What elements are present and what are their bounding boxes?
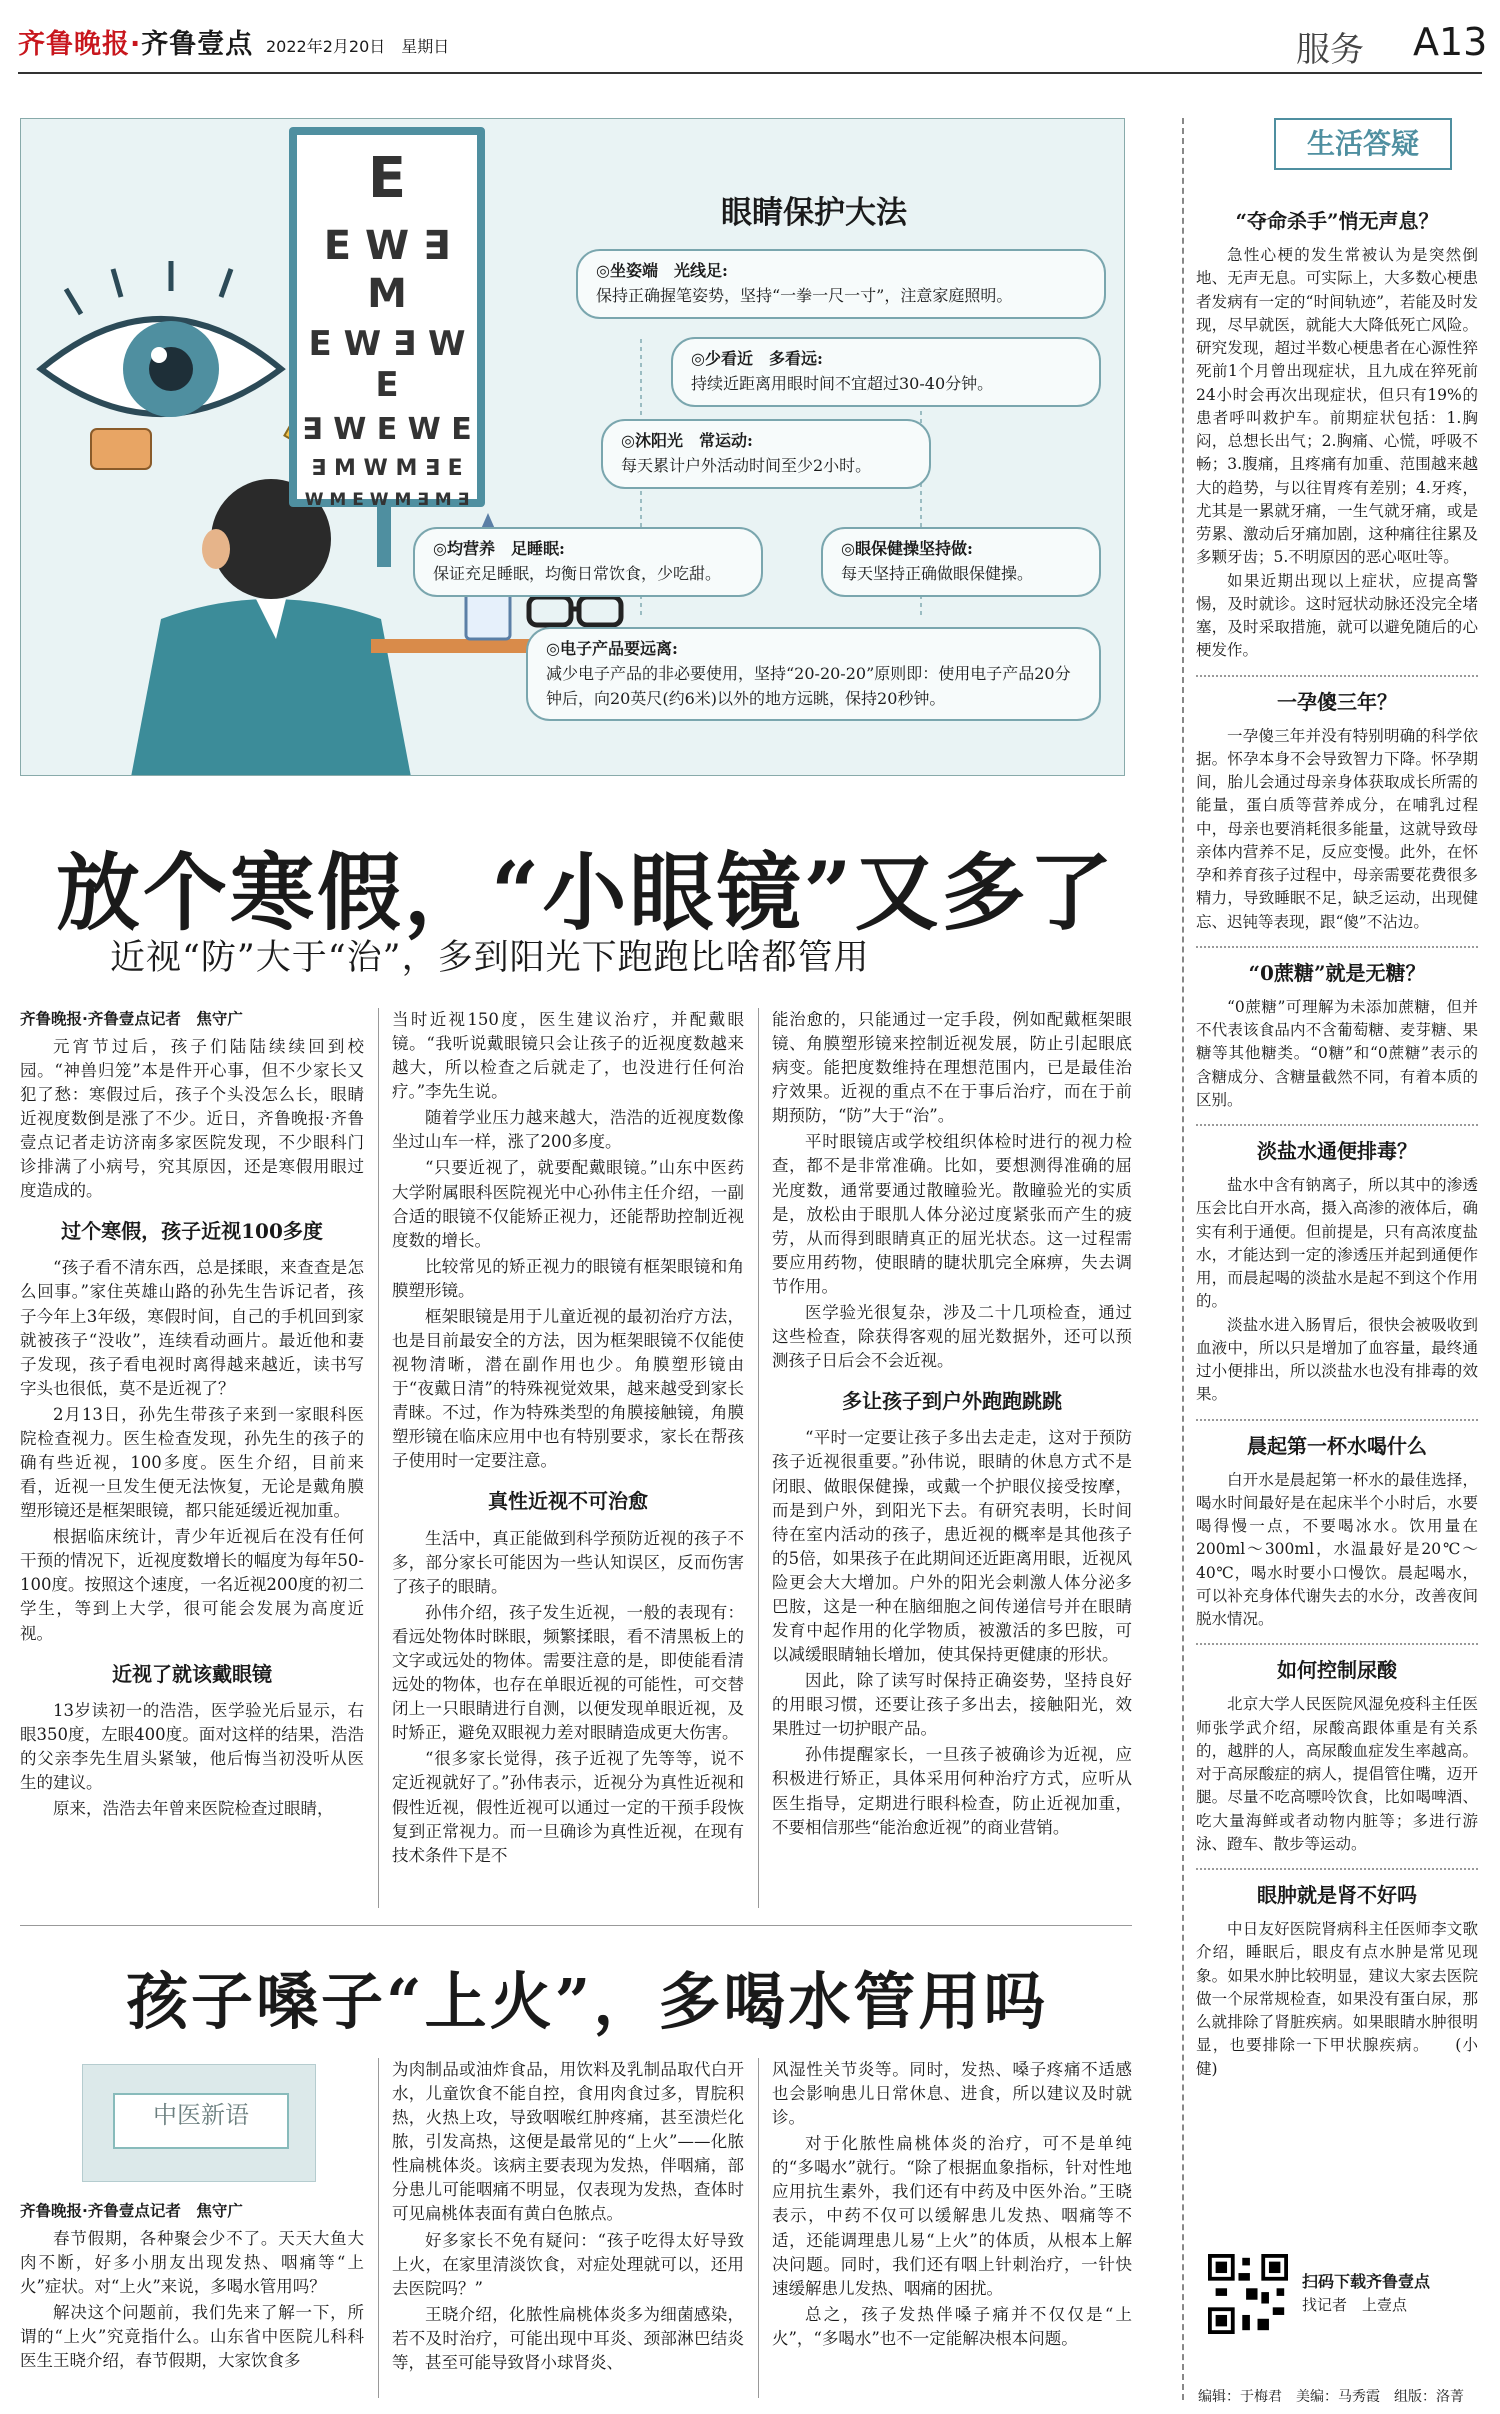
- section-divider: [20, 1925, 1132, 1926]
- sidebar-divider: [1196, 1868, 1478, 1870]
- section-heading: 真性近视不可治愈: [488, 1489, 648, 1514]
- sidebar-item-title: 淡盐水通便排毒？: [1257, 1139, 1417, 1163]
- tip-nutrition: [413, 527, 763, 597]
- paragraph: 好多家长不免有疑问：“孩子吃得太好导致上火，在家里清淡饮食，对症处理就可以，还用去医院吗？”: [392, 2230, 744, 2298]
- tip-text: 保证充足睡眠，均衡日常饮食，少吃甜。: [433, 563, 722, 583]
- paragraph: 原来，浩浩去年曾来医院检查过眼睛，: [53, 1799, 334, 1819]
- sidebar-paragraph: 白开水是晨起第一杯水的最佳选择，喝水时间最好是在起床半个小时后，水要喝得慢一点，不要喝冰水。饮用量在200ml～300ml，水温最好是20℃～40℃，喝水时要小口慢饮。晨起喝水，可以补充身体代谢失去的水分，改善夜间脱水情况。: [1196, 1470, 1478, 1628]
- tip-heading: ◎均营养 足睡眠:: [433, 539, 565, 558]
- sidebar-paragraph: 盐水中含有钠离子，所以其中的渗透压会比白开水高，摄入高渗的液体后，确实有利于通便。但前提是，只有高浓度盐水，才能达到一定的渗透压并起到通便作用，而晨起喝的淡盐水是起不到这个作用的。: [1196, 1176, 1478, 1311]
- eye-chart-row: E W ∃ W E: [308, 324, 466, 405]
- qa-sidebar: [1182, 118, 1482, 2400]
- sidebar-paragraph: 如果近期出现以上症状，应提高警惕，及时就诊。这时冠状动脉还没完全堵塞，及时采取措施，就可以避免随后的心梗发作。: [1196, 571, 1478, 660]
- paragraph: 解决这个问题前，我们先来了解一下，所谓的“上火”究竟指什么。山东省中医院儿科科医生王晓介绍，春节假期，大家饮食多: [20, 2302, 364, 2371]
- eye-chart-row: ∃ M W M ∃ E: [311, 455, 463, 481]
- paragraph: 元宵节过后，孩子们陆陆续续回到校园。“神兽归笼”本是件开心事，但不少家长又犯了愁：寒假过后，孩子个头没怎么长，眼睛近视度数倒是涨了不少。近日，齐鲁晚报·齐鲁壹点记者走访济南多家医院发现，不少眼科门诊排满了小病号，究其原因，还是寒假用眼过度造成的。: [20, 1036, 364, 1201]
- sidebar-items: [1196, 196, 1478, 2081]
- tip-posture: [576, 249, 1106, 319]
- sidebar-item-title: 晨起第一杯水喝什么: [1247, 1433, 1427, 1458]
- logo-separator: ·: [130, 29, 142, 60]
- article1-subhead: 近视“防”大于“治”，多到阳光下跑跑比啥都管用: [110, 938, 870, 978]
- paragraph: 王晓介绍，化脓性扁桃体炎多为细菌感染，若不及时治疗，可能出现中耳炎、颈部淋巴结炎等，甚至可能导致肾小球肾炎、: [392, 2304, 744, 2372]
- qr-caption-sub: 找记者 上壹点: [1302, 2296, 1408, 2314]
- tip-eye-exercise: [821, 527, 1101, 597]
- sidebar-paragraph: 淡盐水进入肠胃后，很快会被吸收到血液中，所以只是增加了血容量，最终通过小便排出，所以淡盐水也没有排毒的效果。: [1196, 1315, 1478, 1404]
- paragraph: 随着学业压力越来越大，浩浩的近视度数像坐过山车一样，涨了200多度。: [392, 1108, 744, 1152]
- paragraph: 总之，孩子发热伴嗓子痛并不仅仅是“上火”，“多喝水”也不一定能解决根本问题。: [772, 2304, 1132, 2348]
- tip-distance: [671, 337, 1101, 407]
- sidebar-item-title: “夺命杀手”悄无声息？: [1235, 209, 1439, 233]
- tip-text: 减少电子产品的非必要使用，坚持“20-20-20”原则即：使用电子产品20分钟后，向20英尺(约6米)以外的地方远眺，保持20秒钟。: [546, 663, 1071, 708]
- article2-column-1: [20, 2200, 364, 2375]
- paragraph: 风湿性关节炎等。同时，发热、嗓子疼痛不适感也会影响患儿日常休息、进食，所以建议及时就诊。: [772, 2060, 1132, 2128]
- tip-heading: ◎电子产品要远离:: [546, 639, 678, 658]
- paragraph: 孙伟介绍，孩子发生近视，一般的表现有：看远处物体时眯眼，频繁揉眼，看不清黑板上的文字或远处的物体。需要注意的是，即使能看清远处的物体，也存在单眼近视的可能性，可交替闭上一只眼睛进行自测，以便发现单眼近视，及时矫正，避免双眼视力差对眼睛造成更大伤害。: [392, 1602, 744, 1743]
- logo-qilu-yidian: 齐鲁壹点: [141, 29, 254, 60]
- paragraph: 平时眼镜店或学校组织体检时进行的视力检查，都不是非常准确。比如，要想测得准确的屈光度数，通常要通过散瞳验光。散瞳验光的实质是，放松由于眼肌人体分泌过度紧张而产生的疲劳，从而得到眼睛真正的屈光状态。这一过程需要应用药物，使眼睛的睫状肌完全麻痹，失去调节作用。: [772, 1132, 1132, 1296]
- sidebar-paragraph: 北京大学人民医院风湿免疫科主任医师张学武介绍，尿酸高跟体重是有关系的，越胖的人，高尿酸血症发生率越高。对于高尿酸症的病人，提倡管住嘴，迈开腿。尽量不吃高嘌呤饮食，比如喝啤酒、吃大量海鲜或者动物内脏等；多进行游泳、蹬车、散步等运动。: [1196, 1695, 1478, 1853]
- page-number: A13: [1413, 20, 1488, 64]
- sidebar-divider: [1196, 1124, 1478, 1126]
- logo-qilu-evening-news: 齐鲁晚报: [18, 29, 130, 60]
- masthead-rule: [18, 72, 1482, 74]
- paragraph: 对于化脓性扁桃体炎的治疗，可不是单纯的“多喝水”就行。“除了根据血象指标，针对性地应用抗生素外，我们还有中药及中医外治。”王晓表示，中药不仅可以缓解患儿发热、咽痛等不适，还能调理患儿易“上火”的体质，从根本上解决问题。同时，我们还有咽上针刺治疗，一针快速缓解患儿发热、咽痛的困扰。: [772, 2134, 1132, 2298]
- paragraph: 为肉制品或油炸食品，用饮料及乳制品取代白开水，儿童饮食不能自控，食用肉食过多，胃脘积热，火热上攻，导致咽喉红肿疼痛，甚至溃烂化脓，引发高热，这便是最常见的“上火”——化脓性扁桃体炎。该病主要表现为发热，伴咽痛，部分患儿可能咽痛不明显，仅表现为发热，查体时可见扁桃体表面有黄白色脓点。: [392, 2060, 744, 2224]
- paragraph: “很多家长觉得，孩子近视了先等等，说不定近视就好了。”孙伟表示，近视分为真性近视和假性近视，假性近视可以通过一定的干预手段恢复到正常视力。而一旦确诊为真性近视，在现有技术条件下是不: [392, 1749, 744, 1865]
- paragraph: 孙伟提醒家长，一旦孩子被确诊为近视，应积极进行矫正，具体采用何种治疗方式，应听从医生指导，定期进行眼科检查，防止近视加重，不要相信那些“能治愈近视”的商业营销。: [772, 1745, 1132, 1837]
- tip-text: 保持正确握笔姿势，坚持“一拳一尺一寸”，注意家庭照明。: [596, 285, 1013, 305]
- paragraph: 比较常见的矫正视力的眼镜有框架眼镜和角膜塑形镜。: [392, 1256, 744, 1300]
- paragraph: 春节假期，各种聚会少不了。天天大鱼大肉不断，好多小朋友出现发热、咽痛等“上火”症状。对“上火”来说，多喝水管用吗？: [20, 2228, 364, 2296]
- eye-chart-row: E: [367, 146, 407, 211]
- paragraph: 2月13日，孙先生带孩子来到一家眼科医院检查视力。医生检查发现，孙先生的孩子的确有些近视，100多度。医生介绍，目前来看，近视一旦发生便无法恢复，无论是戴角膜塑形镜还是框架眼镜，都只能延缓近视加重。: [20, 1404, 364, 1521]
- glasses-icon: [529, 597, 571, 625]
- column-divider: [758, 1008, 759, 1908]
- tip-text: 持续近距离用眼时间不宜超过30-40分钟。: [691, 373, 994, 393]
- paragraph: 13岁读初一的浩浩，医学验光后显示，右眼350度，左眼400度。面对这样的结果，浩浩的父亲李先生眉头紧皱，他后悔当初没听从医生的建议。: [20, 1700, 364, 1793]
- tip-heading: ◎眼保健操坚持做:: [841, 539, 973, 558]
- eye-chart-row: W M E W M ∃ M ∃: [304, 490, 470, 511]
- column-divider: [758, 2058, 759, 2398]
- issue-date: 2022年2月20日 星期日: [266, 37, 450, 56]
- tip-text: 每天累计户外活动时间至少2小时。: [621, 455, 872, 475]
- article2-byline: 齐鲁晚报·齐鲁壹点记者 焦守广: [20, 2202, 243, 2220]
- tip-heading: ◎沐阳光 常运动:: [621, 431, 753, 450]
- article1-column-3: [772, 1008, 1132, 1842]
- sidebar-paragraph: 急性心梗的发生常被认为是突然倒地、无声无息。可实际上，大多数心梗患者发病有一定的“时间轨迹”，若能及时发现，尽早就医，就能大大降低死亡风险。研究发现，超过半数心梗患者在心源性猝死前1个月曾出现症状，且九成在猝死前24小时会再次出现症状，但只有19%的患者呼叫救护车。前期症状包括：1.胸闷，总想长出气；2.胸痛、心慌，呼吸不畅；3.腹痛，且疼痛有加重、范围越来越大的趋势，与以往胃疼有差别；4.牙疼，尤其是一累就牙痛，一生气就牙痛，或是劳累、激动后牙痛加剧，这种痛往往累及多颗牙齿；5.不明原因的恶心呕吐等。: [1196, 246, 1478, 567]
- sidebar-divider: [1196, 1643, 1478, 1645]
- sidebar-divider: [1196, 1419, 1478, 1421]
- sidebar-item-title: 如何控制尿酸: [1277, 1658, 1397, 1683]
- tip-text: 每天坚持正确做眼保健操。: [841, 563, 1034, 583]
- sidebar-paragraph: 中日友好医院肾病科主任医师李文歌介绍，睡眠后，眼皮有点水肿是常见现象。如果水肿比较明显，建议大家去医院做一个尿常规检查，如果没有蛋白尿，那么就排除了肾脏疾病。如果眼睛水肿很明显，也要排除一下甲状腺疾病。 (小健): [1196, 1920, 1478, 2078]
- article1-column-2: [392, 1008, 744, 1870]
- eye-chart-row: ∃ W E W E: [302, 411, 472, 447]
- tip-heading: ◎少看近 多看远:: [691, 349, 823, 368]
- tcm-column-badge: [82, 2064, 316, 2182]
- sidebar-tag: 生活答疑: [1274, 118, 1452, 170]
- paragraph: 根据临床统计，青少年近视后在没有任何干预的情况下，近视度数增长的幅度为每年50-100度。按照这个速度，一名近视200度的初二学生，等到上大学，很可能会发展为高度近视。: [20, 1527, 364, 1643]
- editor-credits: 编辑：于梅君 美编：马秀霞 组版：洛菁: [1198, 2389, 1464, 2405]
- qr-caption-main: 扫码下载齐鲁壹点: [1302, 2272, 1431, 2291]
- sidebar-item-title: “0蔗糖”就是无糖？: [1248, 960, 1426, 985]
- sidebar-item-title: 一孕傻三年？: [1277, 689, 1397, 714]
- tip-sunlight: [601, 419, 931, 489]
- paragraph: “孩子看不清东西，总是揉眼，来查查是怎么回事。”家住英雄山路的孙先生告诉记者，孩子今年上3年级，寒假时间，自己的手机回到家就被孩子“没收”，连续看动画片。最近他和妻子发现，孩子看电视时离得越来越近，读书写字头也很低，莫不是近视了？: [20, 1258, 364, 1398]
- sidebar-paragraph: 一孕傻三年并没有特别明确的科学依据。怀孕本身不会导致智力下降。怀孕期间，胎儿会通过母亲身体获取成长所需的能量，蛋白质等营养成分，在哺乳过程中，母亲也要消耗很多能量，这就导致母亲体内营养不足，反应变慢。此外，在怀孕和养育孩子过程中，母亲需要花费很多精力，导致睡眠不足，缺乏运动，出现健忘、迟钝等表现，跟“傻”不沾边。: [1196, 726, 1478, 931]
- tcm-badge-label: 中医新语: [113, 2093, 289, 2149]
- paragraph: “平时一定要让孩子多出去走走，这对于预防孩子近视很重要。”孙伟说，眼睛的休息方式不是闭眼、做眼保健操，或戴一个护眼仪接受按摩，而是到户外，到阳光下去。有研究表明，长时间待在室内活动的孩子，患近视的概率是其他孩子的5倍，如果孩子在此期间还近距离用眼，近视风险更会大大增加。户外的阳光会刺激人体分泌多巴胺，这是一种在脑细胞之间传递信号并在眼睛发育中起作用的化学物质，被激活的多巴胺，可以减缓眼睛轴长增加，使其保持更健康的形状。: [772, 1428, 1132, 1665]
- paragraph: 因此，除了读写时保持正确姿势，坚持良好的用眼习惯，还要让孩子多出去，接触阳光，效果胜过一切护眼产品。: [772, 1671, 1132, 1739]
- eye-care-illustration: [20, 118, 1125, 776]
- sidebar-paragraph: “0蔗糖”可理解为未添加蔗糖，但并不代表该食品内不含葡萄糖、麦芽糖、果糖等其他糖类。“0糖”和“0蔗糖”表示的含糖成分、含糖量截然不同，有着本质的区别。: [1196, 997, 1478, 1109]
- eye-chart: [297, 145, 477, 511]
- section-heading: 多让孩子到户外跑跑跳跳: [842, 1389, 1062, 1414]
- eye-chart-row: E W ∃ M: [323, 223, 451, 318]
- article2-headline: 孩子嗓子“上火”，多喝水管用吗: [126, 1965, 1049, 2038]
- article1-column-1: [20, 1008, 364, 1823]
- illustration-title: 眼睛保护大法: [721, 195, 907, 231]
- paragraph: 医学验光很复杂，涉及二十几项检查，通过这些检查，除获得客观的屈光数据外，还可以预测孩子日后会不会近视。: [772, 1302, 1132, 1371]
- section-name: 服务: [1296, 30, 1364, 70]
- sidebar-item-title: 眼肿就是肾不好吗: [1257, 1883, 1417, 1907]
- article1-byline: 齐鲁晚报·齐鲁壹点记者 焦守广: [20, 1010, 243, 1028]
- paragraph: “只要近视了，就要配戴眼镜。”山东中医药大学附属眼科医院视光中心孙伟主任介绍，一副合适的眼镜不仅能矫正视力，还能帮助控制近视度数的增长。: [392, 1158, 744, 1250]
- article1-headline: 放个寒假，“小眼镜”又多了: [56, 843, 1116, 942]
- paragraph: 能治愈的，只能通过一定手段，例如配戴框架眼镜、角膜塑形镜来控制近视发展，防止引起眼底病变。能把度数维持在理想范围内，已是最佳治疗效果。近视的重点不在于事后治疗，而在于前期预防，“防”大于“治”。: [772, 1010, 1132, 1126]
- newspaper-logo: [18, 22, 253, 61]
- qr-caption: [1302, 2270, 1430, 2317]
- article2-column-2: [392, 2058, 744, 2377]
- section-heading: 近视了就该戴眼镜: [112, 1661, 272, 1686]
- column-divider: [378, 1008, 379, 1908]
- paragraph: 框架眼镜是用于儿童近视的最初治疗方法，也是目前最安全的方法，因为框架眼镜不仅能使视物清晰，潜在副作用也少。角膜塑形镜由于“夜戴日清”的特殊视觉效果，越来越受到家长青睐。不过，作为特殊类型的角膜接触镜，角膜塑形镜在临床应用中也有特别要求，家长在帮孩子使用时一定要注意。: [392, 1306, 744, 1471]
- paragraph: 生活中，真正能做到科学预防近视的孩子不多，部分家长可能因为一些认知误区，反而伤害了孩子的眼睛。: [392, 1528, 744, 1596]
- paragraph: 当时近视150度，医生建议治疗，并配戴眼镜。“我听说戴眼镜只会让孩子的近视度数越来越大，所以检查之后就走了，也没进行任何治疗。”李先生说。: [392, 1010, 744, 1102]
- article2-column-3: [772, 2058, 1132, 2353]
- sidebar-divider: [1196, 946, 1478, 948]
- eye-chart-board: [289, 127, 485, 511]
- column-divider: [378, 2058, 379, 2398]
- tip-electronics: [526, 627, 1101, 721]
- masthead: [18, 14, 1488, 76]
- tip-heading: ◎坐姿端 光线足:: [596, 261, 728, 280]
- qr-code-icon[interactable]: [1208, 2254, 1288, 2334]
- section-heading: 过个寒假，孩子近视100多度: [61, 1219, 323, 1244]
- sidebar-divider: [1196, 675, 1478, 677]
